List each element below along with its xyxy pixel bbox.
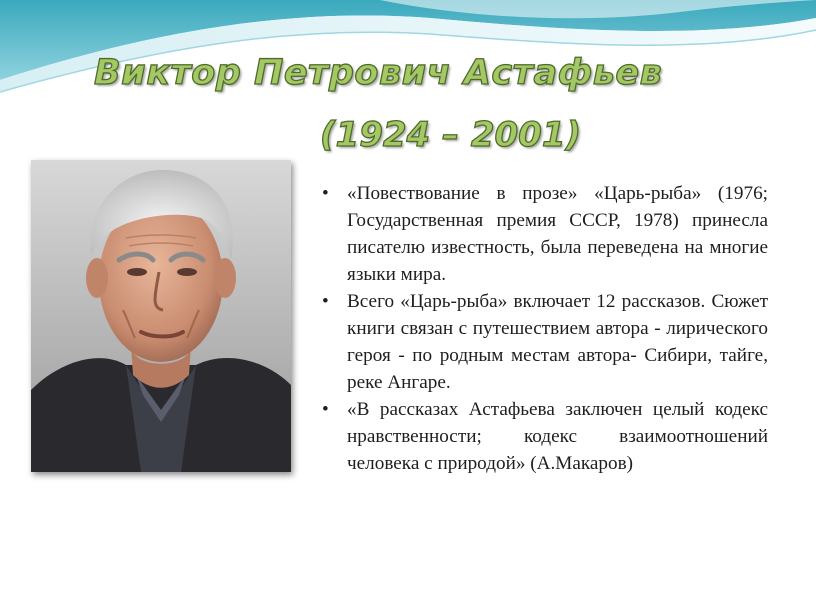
- bullet-marker: •: [322, 399, 329, 420]
- list-item: [322, 396, 768, 477]
- bullet-marker: •: [322, 291, 329, 312]
- list-item-text: «Повествование в прозе» «Царь-рыба» (1976; Государственная премия СССР, 1978) принесла писателю известность, была переведена на многие языки мира.: [347, 183, 768, 285]
- list-item-text: «В рассказах Астафьева заключен целый кодекс нравственности; кодекс взаимоотношений человека с природой» (А.Макаров): [347, 399, 768, 474]
- bullet-marker: •: [322, 183, 329, 204]
- list-item-text: Всего «Царь-рыба» включает 12 рассказов. Сюжет книги связан с путешествием автора - лирического героя - по родным местам автора- Сибири, тайге, реке Ангаре.: [347, 291, 768, 393]
- list-item: [322, 180, 768, 288]
- portrait-image: [31, 160, 291, 472]
- portrait-photo: [31, 160, 291, 472]
- bullet-list: [322, 180, 768, 477]
- bullet-list-container: [322, 180, 768, 477]
- life-years: (1924 – 2001): [320, 115, 582, 155]
- page-title: Виктор Петрович Астафьев: [94, 53, 663, 93]
- list-item: [322, 288, 768, 396]
